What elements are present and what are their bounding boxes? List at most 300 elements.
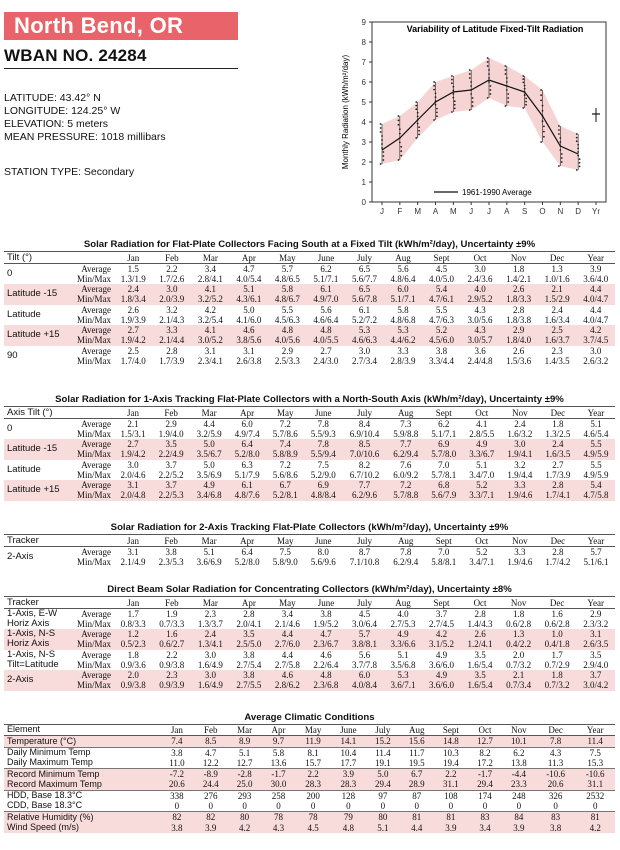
minmax-value: 0.4/2.2 <box>506 639 532 650</box>
climate-value: 13.6 <box>270 757 287 768</box>
minmax-value: 3.5/6.8 <box>390 659 416 670</box>
value-cell <box>577 419 615 440</box>
value-cell <box>307 629 346 650</box>
minmax-value: 6.2/9.4 <box>393 449 419 460</box>
average-value: 7.3 <box>400 419 412 429</box>
value-cell <box>268 650 307 671</box>
value-cell <box>538 284 577 305</box>
value-cell <box>230 346 269 367</box>
average-value: 3.5 <box>474 649 486 660</box>
data-dot <box>490 85 492 87</box>
data-dot <box>454 100 456 102</box>
minmax-value: 2.3/4.1 <box>197 355 223 366</box>
month-header: Mar <box>191 597 230 609</box>
value-cell <box>191 305 230 326</box>
x-tick-label: Yr <box>592 207 600 216</box>
value-cell <box>190 480 228 501</box>
data-dot <box>505 105 507 107</box>
average-value: 3.8 <box>320 609 332 619</box>
average-value: 3.3 <box>514 547 526 557</box>
value-cell <box>538 325 577 346</box>
row-kind <box>76 419 114 440</box>
average-value: 5.8 <box>281 284 294 295</box>
climate-value: 83 <box>468 812 502 823</box>
row-kind <box>76 609 114 630</box>
climate-value: 81 <box>434 812 468 823</box>
value-cell <box>307 670 346 691</box>
average-value: 3.4 <box>204 264 216 274</box>
average-value: 5.6 <box>397 264 409 274</box>
average-value: 2.0 <box>512 649 525 660</box>
x-tick-label: M <box>414 207 422 216</box>
month-header: Dec <box>539 407 577 419</box>
value-cell <box>425 547 463 568</box>
data-dot <box>383 151 385 153</box>
climate-value: 28.3 <box>331 779 366 790</box>
average-value: 4.8 <box>320 670 332 681</box>
average-value: 5.1 <box>476 459 488 470</box>
average-value: 3.2 <box>514 459 526 470</box>
average-value: 5.3 <box>397 670 409 681</box>
value-cell <box>345 305 384 326</box>
minmax-value: 5.5/9.4 <box>310 449 336 460</box>
average-value: 6.9 <box>317 480 329 491</box>
data-dot <box>540 89 542 91</box>
data-dot <box>380 127 382 129</box>
data-dot <box>472 101 474 103</box>
climate-value: 80 <box>366 812 400 823</box>
minmax-value: 2.2/5.3 <box>158 490 184 501</box>
average-value: 7.0 <box>438 547 450 557</box>
value-cell <box>153 346 192 367</box>
minmax-value: 4.8/6.4 <box>390 274 416 284</box>
minmax-value: 3.3/6.7 <box>469 449 495 460</box>
average-value: 2.6 <box>127 304 139 315</box>
data-dot <box>525 98 527 100</box>
average-value: 6.0 <box>358 670 371 681</box>
minmax-value: 0.9/3.6 <box>120 659 146 670</box>
climate-value: -8.9 <box>194 769 228 780</box>
average-value: 4.4 <box>590 304 602 315</box>
month-header: Sept <box>422 597 461 609</box>
minmax-value: 4.9/5.9 <box>583 449 609 460</box>
data-dot <box>433 81 435 83</box>
table-row <box>4 305 615 326</box>
value-cell <box>228 439 266 460</box>
value-cell <box>539 547 577 568</box>
table-row <box>4 609 615 630</box>
average-value: 2.8 <box>243 609 255 619</box>
climate-value: 25.0 <box>228 779 262 790</box>
data-dot <box>398 115 400 117</box>
month-header: Aug <box>384 252 423 264</box>
climate-value: 29.4 <box>468 779 502 790</box>
minmax-label: Min/Max <box>77 659 112 670</box>
value-cell <box>191 609 230 630</box>
climate-value: 0 <box>174 801 180 812</box>
row-label: Latitude <box>7 463 41 475</box>
value-cell <box>304 439 342 460</box>
minmax-value: 0.7/3.2 <box>544 680 570 691</box>
climate-value: 15.7 <box>305 757 321 768</box>
average-value: 3.5 <box>590 649 602 660</box>
value-cell <box>463 439 501 460</box>
value-cell <box>463 419 501 440</box>
climate-value: 2532 <box>575 790 615 801</box>
average-value: 7.8 <box>317 439 329 450</box>
climate-value: 200 <box>295 790 330 801</box>
average-value: 4.2 <box>204 304 216 315</box>
climate-value: 12.7 <box>236 757 253 768</box>
month-header: June <box>307 252 346 264</box>
value-cell <box>384 346 423 367</box>
value-cell <box>387 460 425 481</box>
value-cell <box>228 480 266 501</box>
climate-value: 2.2 <box>434 769 468 780</box>
value-cell <box>114 419 152 440</box>
minmax-value: 2.8/3.9 <box>390 355 416 366</box>
value-cell <box>114 547 152 568</box>
climate-value: 3.8 <box>536 823 576 833</box>
average-value: 1.3 <box>512 629 525 640</box>
data-dot <box>561 153 563 155</box>
month-header: Jan <box>114 597 153 609</box>
table-row <box>4 346 615 367</box>
average-value: 5.5 <box>590 439 602 450</box>
column-spacer <box>122 736 160 747</box>
climate-value: 11.0 <box>169 757 185 768</box>
value-cell <box>228 419 266 440</box>
value-cell <box>461 264 500 285</box>
average-value: 6.2 <box>438 419 450 429</box>
minmax-label: Min/Max <box>77 639 112 650</box>
value-cell <box>114 305 153 326</box>
value-cell <box>266 460 304 481</box>
x-tick-label: J <box>380 207 384 216</box>
climate-table <box>4 724 615 833</box>
climate-value: 4.5 <box>295 823 330 833</box>
row-label: Latitude <box>7 308 41 320</box>
average-label: Average <box>81 439 112 450</box>
month-header: Apr <box>230 252 269 264</box>
climate-value: 11.7 <box>400 747 434 758</box>
minmax-value: 2.4/4.8 <box>467 355 493 366</box>
value-cell <box>266 547 304 568</box>
value-cell <box>345 346 384 367</box>
minmax-label: Min/Max <box>77 619 112 629</box>
average-value: 1.0 <box>551 629 563 640</box>
average-value: 8.0 <box>317 547 329 557</box>
value-cell <box>499 284 538 305</box>
header-row <box>4 597 615 609</box>
average-value: 3.1 <box>127 547 139 557</box>
average-value: 2.9 <box>281 345 294 356</box>
value-cell <box>538 305 577 326</box>
value-cell <box>539 419 577 440</box>
month-header: Nov <box>501 535 539 547</box>
climate-value: 4.7 <box>194 747 228 758</box>
climate-value: 7.5 <box>575 747 615 758</box>
minmax-value: 5.6/7.9 <box>431 490 457 501</box>
climate-value: 14.1 <box>331 736 366 747</box>
average-value: 5.1 <box>243 284 255 295</box>
value-cell <box>499 670 538 691</box>
minmax-value: 2.5/3.3 <box>274 355 300 366</box>
minmax-value: 2.8/4.1 <box>197 274 223 284</box>
average-value: 5.2 <box>476 547 488 557</box>
climate-value: 11.4 <box>575 736 615 747</box>
average-value: 2.7 <box>127 439 139 450</box>
value-cell <box>499 609 538 630</box>
y-tick-label: 5 <box>361 98 366 107</box>
value-cell <box>422 670 461 691</box>
month-header: Feb <box>152 535 190 547</box>
minmax-label: Min/Max <box>77 429 112 439</box>
value-cell <box>230 670 269 691</box>
average-value: 1.9 <box>166 609 178 619</box>
value-cell <box>425 419 463 440</box>
value-cell <box>230 264 269 285</box>
row-label: 1-Axis, N-S Tilt=Latitude <box>7 648 59 670</box>
average-value: 6.7 <box>279 480 291 491</box>
minmax-value: 5.2/8.0 <box>234 449 260 460</box>
average-value: 5.5 <box>435 304 448 315</box>
value-cell <box>345 264 384 285</box>
data-dot <box>436 108 438 110</box>
minmax-value: 4.0/5.0 <box>429 274 455 284</box>
data-dot <box>451 82 453 84</box>
average-value: 5.2 <box>435 325 448 336</box>
value-cell <box>576 346 615 367</box>
minmax-value: 2.7/5.3 <box>390 619 416 629</box>
month-header: Oct <box>468 725 502 736</box>
minmax-value: 0.7/2.9 <box>544 659 570 670</box>
average-value: 3.0 <box>166 284 178 295</box>
average-label: Average <box>81 304 112 315</box>
data-dot <box>469 109 471 111</box>
average-value: 3.9 <box>590 264 602 274</box>
average-value: 4.4 <box>281 629 294 640</box>
value-cell <box>387 547 425 568</box>
month-header: Feb <box>152 407 190 419</box>
minmax-value: 5.1/7.1 <box>390 294 416 305</box>
data-dot <box>487 57 489 59</box>
data-dot <box>579 158 581 160</box>
data-dot <box>522 107 524 109</box>
value-cell <box>577 439 615 460</box>
climate-value: 29.4 <box>366 779 400 790</box>
minmax-value: 2.8/6.2 <box>274 680 300 691</box>
minmax-value: 4.6/5.4 <box>583 429 609 439</box>
average-value: 6.4 <box>241 547 253 557</box>
average-value: 3.1 <box>243 345 255 356</box>
value-cell <box>577 480 615 501</box>
average-value: 2.4 <box>552 439 564 450</box>
data-dot <box>415 101 417 103</box>
minmax-value: 2.1/4.6 <box>274 619 300 629</box>
value-cell <box>384 284 423 305</box>
value-cell <box>576 284 615 305</box>
climate-value: 11.4 <box>366 747 400 758</box>
minmax-value: 0.6/2.8 <box>544 619 570 629</box>
climate-value: 4.8 <box>331 823 366 833</box>
average-value: 3.8 <box>165 547 177 557</box>
average-label: Average <box>81 345 112 356</box>
average-value: 2.5 <box>551 325 563 336</box>
chart-title: Variability of Latitude Fixed-Tilt Radiation <box>406 24 584 34</box>
x-tick-label: S <box>521 207 528 216</box>
average-value: 4.0 <box>474 284 486 295</box>
minmax-value: 4.5/6.3 <box>274 314 300 325</box>
value-cell <box>190 419 228 440</box>
average-value: 5.3 <box>397 325 409 336</box>
value-cell <box>114 629 153 650</box>
minmax-label: Min/Max <box>77 557 112 567</box>
value-cell <box>153 650 192 671</box>
minmax-label: Min/Max <box>77 294 112 305</box>
average-value: 4.6 <box>243 325 255 336</box>
average-label: Average <box>81 325 112 336</box>
value-cell <box>387 439 425 460</box>
average-value: 4.0 <box>397 609 409 619</box>
data-dot <box>522 82 524 84</box>
minmax-value: 1.6/5.4 <box>467 680 493 691</box>
legend-label: 1961-1990 Average <box>462 188 532 197</box>
minmax-value: 3.6/6.0 <box>429 680 455 691</box>
data-dot <box>540 141 542 143</box>
value-cell <box>307 650 346 671</box>
minmax-value: 4.1/6.0 <box>236 314 262 325</box>
minmax-value: 1.6/4.9 <box>197 680 223 691</box>
value-cell <box>114 480 152 501</box>
minmax-value: 2.3/6.7 <box>313 639 339 650</box>
average-value: 2.6 <box>512 345 525 356</box>
climate-value: 87 <box>400 790 434 801</box>
month-header: Year <box>577 407 615 419</box>
minmax-value: 1.6/3.4 <box>544 314 570 325</box>
minmax-value: 1.9/3.9 <box>120 314 146 325</box>
minmax-value: 2.3/5.3 <box>158 557 184 567</box>
average-value: 4.3 <box>474 304 486 315</box>
month-header: Sept <box>425 535 463 547</box>
minmax-value: 1.6/3.2 <box>507 429 533 439</box>
climate-value: 79 <box>331 812 366 823</box>
minmax-value: 1.5/3.6 <box>506 355 532 366</box>
climate-value: 338 <box>160 790 194 801</box>
minmax-value: 4.7/6.3 <box>429 314 455 325</box>
x-tick-label: F <box>397 207 403 216</box>
data-dot <box>469 77 471 79</box>
average-value: 1.2 <box>127 629 139 640</box>
minmax-value: 5.5/9.3 <box>310 429 336 439</box>
value-cell <box>501 480 539 501</box>
minmax-value: 3.6/6.9 <box>196 557 222 567</box>
data-dot <box>540 94 542 96</box>
data-dot <box>415 137 417 139</box>
data-dot <box>579 162 581 164</box>
average-value: 6.1 <box>241 480 253 491</box>
average-value: 3.1 <box>127 480 139 491</box>
x-tick-label: J <box>487 207 491 216</box>
value-cell <box>425 460 463 481</box>
value-cell <box>153 325 192 346</box>
average-value: 3.7 <box>435 609 448 619</box>
value-cell <box>230 325 269 346</box>
month-header: July <box>342 407 386 419</box>
minmax-value: 5.8/9.0 <box>272 557 298 567</box>
average-value: 2.9 <box>512 325 525 336</box>
climate-value: 5.0 <box>366 769 400 780</box>
minmax-value: 1.7/2.6 <box>159 274 185 284</box>
climate-value: 108 <box>434 790 468 801</box>
value-cell <box>538 670 577 691</box>
value-cell <box>384 650 423 671</box>
climate-value: 258 <box>262 790 296 801</box>
x-tick-label: N <box>557 207 564 216</box>
minmax-value: 2.3/6.8 <box>313 680 339 691</box>
month-header: Oct <box>461 252 500 264</box>
data-dot <box>418 130 420 132</box>
data-dot <box>487 61 489 63</box>
value-cell <box>307 305 346 326</box>
average-value: 3.5 <box>165 439 177 450</box>
value-cell <box>153 670 192 691</box>
minmax-value: 2.7/4.5 <box>429 619 455 629</box>
minmax-value: 1.5/2.9 <box>544 294 570 305</box>
average-value: 3.1 <box>204 345 216 356</box>
climate-value: 3.9 <box>434 823 468 833</box>
average-value: 5.8 <box>397 304 409 315</box>
data-dot <box>418 126 420 128</box>
minmax-value: 3.7/4.5 <box>583 335 609 346</box>
month-header: Jan <box>114 407 152 419</box>
minmax-value: 6.0/9.2 <box>393 469 419 480</box>
minmax-value: 4.6/6.3 <box>351 335 377 346</box>
value-cell <box>577 547 615 568</box>
data-dot <box>380 131 382 133</box>
data-dot <box>472 105 474 107</box>
average-value: 4.7 <box>243 264 255 274</box>
minmax-value: 3.0/5.7 <box>467 335 493 346</box>
value-cell <box>152 547 190 568</box>
value-cell <box>114 284 153 305</box>
row-label: Latitude +15 <box>4 480 76 501</box>
average-value: 6.8 <box>438 480 450 491</box>
row-kind <box>76 460 114 481</box>
average-label: Average <box>81 670 112 681</box>
row-kind <box>76 346 114 367</box>
climate-value: 5.8 <box>262 747 296 758</box>
minmax-value: 3.2/5.4 <box>197 314 223 325</box>
value-cell <box>422 629 461 650</box>
climate-value: 7.8 <box>536 736 576 747</box>
climate-value: 10.3 <box>434 747 468 758</box>
month-header: Year <box>577 535 615 547</box>
climate-value: 28.3 <box>295 779 330 790</box>
average-value: 2.9 <box>590 609 602 619</box>
climate-value: 128 <box>331 790 366 801</box>
data-dot <box>380 163 382 165</box>
minmax-value: 4.0/8.4 <box>351 680 377 691</box>
data-dot <box>561 161 563 163</box>
minmax-value: 5.1/7.9 <box>234 469 260 480</box>
x-tick-label: J <box>469 207 474 216</box>
minmax-value: 1.8/4.0 <box>506 335 532 346</box>
average-value: 3.3 <box>166 325 178 336</box>
climate-value: 78 <box>295 812 330 823</box>
month-header: Aug <box>387 535 425 547</box>
data-dot <box>487 65 489 67</box>
